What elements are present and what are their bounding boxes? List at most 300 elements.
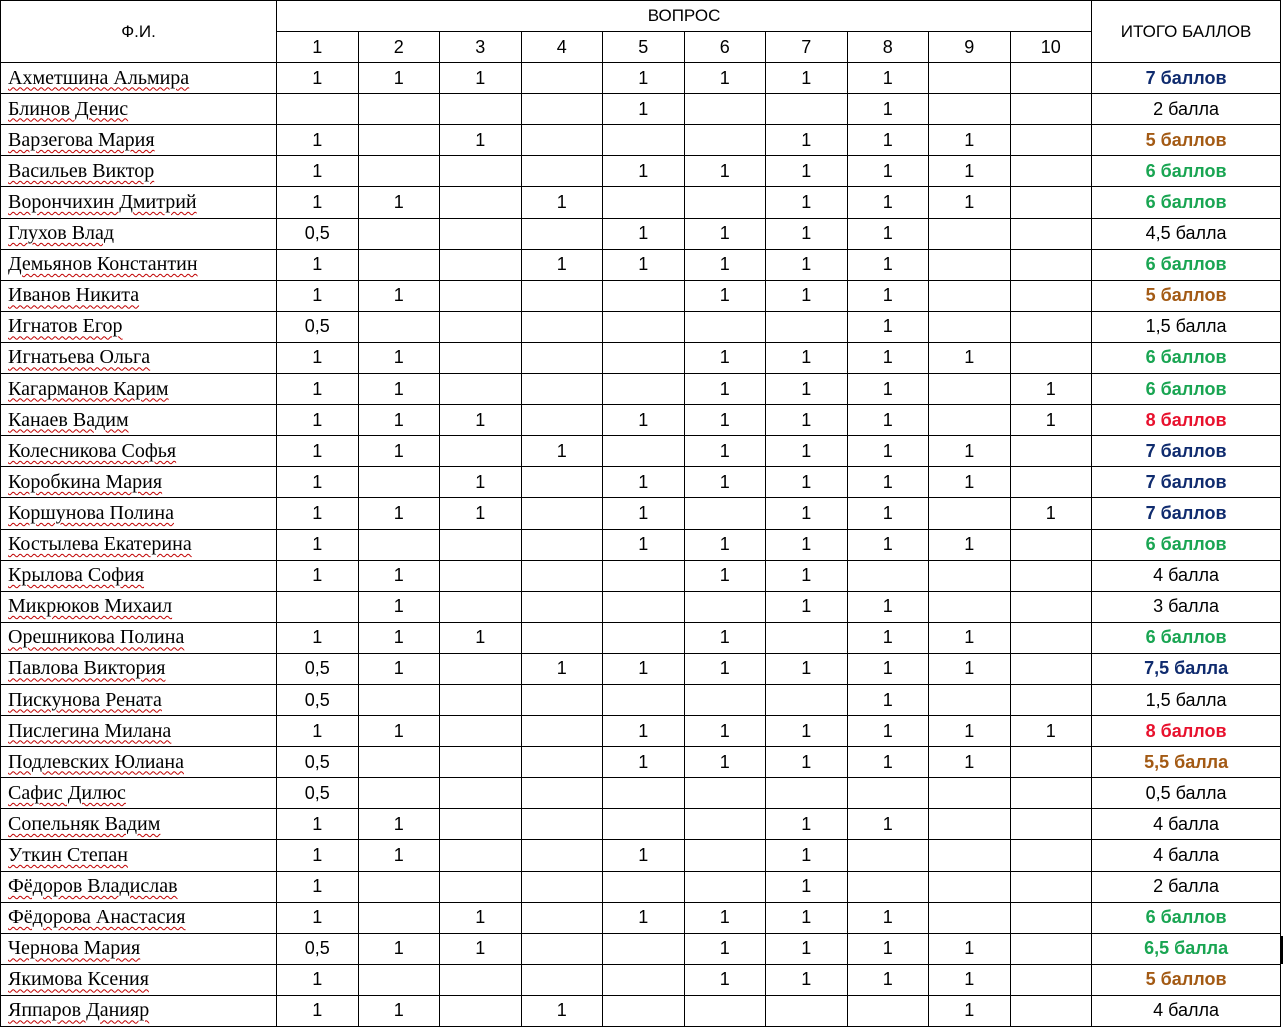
score-cell — [1010, 778, 1092, 809]
student-name: Демьянов Константин — [8, 253, 198, 276]
score-cell — [603, 591, 685, 622]
score-cell — [521, 342, 603, 373]
score-cell: 1 — [603, 405, 685, 436]
total-score-cell: 1,5 балла — [1092, 311, 1281, 342]
score-cell — [521, 809, 603, 840]
score-cell: 1 — [521, 436, 603, 467]
score-cell — [929, 218, 1011, 249]
score-cell — [440, 840, 522, 871]
student-row — [1, 622, 1281, 653]
score-cell — [603, 342, 685, 373]
total-score-cell: 3 балла — [1092, 591, 1281, 622]
student-name: Костылева Екатерина — [8, 533, 192, 556]
student-name-cell — [1, 156, 277, 187]
score-cell: 1 — [358, 436, 440, 467]
score-cell — [440, 591, 522, 622]
score-cell: 1 — [766, 436, 848, 467]
score-cell: 1 — [847, 249, 929, 280]
score-cell — [1010, 560, 1092, 591]
score-cell: 1 — [277, 156, 359, 187]
student-name: Пискунова Рената — [8, 688, 162, 711]
student-name: Варзегова Мария — [8, 128, 155, 151]
score-cell — [440, 436, 522, 467]
student-name: Колесникова Софья — [8, 439, 177, 462]
score-cell: 1 — [929, 995, 1011, 1026]
score-cell — [1010, 467, 1092, 498]
score-cell: 1 — [603, 249, 685, 280]
total-score-cell: 4 балла — [1092, 995, 1281, 1026]
score-cell — [603, 622, 685, 653]
score-cell: 1 — [766, 156, 848, 187]
score-cell: 1 — [603, 840, 685, 871]
score-cell: 1 — [766, 747, 848, 778]
student-name-cell — [1, 995, 277, 1026]
score-cell: 1 — [684, 964, 766, 995]
score-cell: 1 — [847, 280, 929, 311]
score-cell — [358, 778, 440, 809]
score-cell — [440, 964, 522, 995]
score-cell — [929, 560, 1011, 591]
score-cell: 1 — [603, 94, 685, 125]
score-cell: 1 — [277, 840, 359, 871]
score-cell: 1 — [358, 591, 440, 622]
student-row — [1, 405, 1281, 436]
student-name-cell — [1, 94, 277, 125]
student-name-cell — [1, 529, 277, 560]
score-cell — [1010, 591, 1092, 622]
score-cell: 1 — [277, 436, 359, 467]
score-cell: 0,5 — [277, 747, 359, 778]
score-cell: 1 — [277, 871, 359, 902]
score-cell — [603, 964, 685, 995]
score-cell: 1 — [847, 63, 929, 94]
student-name: Павлова Виктория — [8, 657, 166, 680]
score-cell — [847, 995, 929, 1026]
student-row — [1, 840, 1281, 871]
score-cell: 1 — [684, 342, 766, 373]
student-name-cell — [1, 374, 277, 405]
score-cell — [440, 747, 522, 778]
score-cell: 1 — [684, 529, 766, 560]
score-cell: 0,5 — [277, 684, 359, 715]
score-cell: 1 — [847, 342, 929, 373]
score-cell: 1 — [847, 156, 929, 187]
score-cell: 1 — [929, 187, 1011, 218]
score-cell — [684, 809, 766, 840]
score-cell: 1 — [277, 405, 359, 436]
student-name-cell — [1, 747, 277, 778]
score-cell: 1 — [277, 249, 359, 280]
total-score-cell: 6 баллов — [1092, 156, 1281, 187]
score-cell — [603, 871, 685, 902]
score-cell — [766, 684, 848, 715]
student-name: Канаев Вадим — [8, 408, 129, 431]
score-cell: 1 — [929, 653, 1011, 684]
score-cell: 1 — [603, 529, 685, 560]
score-cell — [358, 249, 440, 280]
score-cell — [521, 684, 603, 715]
score-cell: 0,5 — [277, 311, 359, 342]
score-cell — [1010, 995, 1092, 1026]
total-score-cell: 6 баллов — [1092, 374, 1281, 405]
score-cell: 1 — [847, 809, 929, 840]
score-cell — [358, 684, 440, 715]
score-cell: 1 — [358, 498, 440, 529]
score-cell — [358, 964, 440, 995]
score-cell: 1 — [847, 405, 929, 436]
student-name: Блинов Денис — [8, 97, 129, 120]
score-cell: 1 — [766, 467, 848, 498]
score-cell — [1010, 622, 1092, 653]
score-cell: 1 — [847, 467, 929, 498]
score-cell — [1010, 747, 1092, 778]
score-cell: 1 — [277, 560, 359, 591]
score-cell: 1 — [766, 560, 848, 591]
score-cell — [358, 311, 440, 342]
score-cell — [684, 684, 766, 715]
score-cell — [1010, 280, 1092, 311]
score-cell — [440, 716, 522, 747]
total-score-cell: 6 баллов — [1092, 902, 1281, 933]
student-name-cell — [1, 964, 277, 995]
score-cell — [847, 871, 929, 902]
score-cell — [603, 436, 685, 467]
score-cell — [929, 498, 1011, 529]
score-cell — [521, 374, 603, 405]
total-score-cell: 7 баллов — [1092, 63, 1281, 94]
score-cell — [521, 716, 603, 747]
score-cell — [684, 187, 766, 218]
score-cell — [603, 311, 685, 342]
score-cell: 1 — [521, 653, 603, 684]
score-cell — [1010, 156, 1092, 187]
score-cell: 1 — [929, 436, 1011, 467]
score-cell: 1 — [684, 902, 766, 933]
score-cell: 1 — [847, 933, 929, 964]
score-cell — [929, 94, 1011, 125]
score-cell — [521, 591, 603, 622]
total-score-cell: 7 баллов — [1092, 436, 1281, 467]
score-cell — [440, 871, 522, 902]
student-name-cell — [1, 902, 277, 933]
score-cell: 1 — [684, 156, 766, 187]
score-cell — [358, 747, 440, 778]
score-cell — [929, 809, 1011, 840]
score-cell: 1 — [277, 280, 359, 311]
total-score-cell: 5,5 балла — [1092, 747, 1281, 778]
score-cell: 1 — [766, 902, 848, 933]
score-cell: 1 — [358, 933, 440, 964]
score-cell: 1 — [684, 218, 766, 249]
score-cell: 1 — [847, 747, 929, 778]
score-cell: 1 — [766, 218, 848, 249]
score-cell — [358, 902, 440, 933]
student-name: Подлевских Юлиана — [8, 750, 184, 773]
student-name-cell — [1, 187, 277, 218]
score-cell — [521, 964, 603, 995]
student-name: Чернова Мария — [8, 937, 141, 960]
score-cell — [521, 156, 603, 187]
score-cell — [766, 778, 848, 809]
score-cell — [1010, 63, 1092, 94]
student-row — [1, 125, 1281, 156]
score-cell: 1 — [358, 716, 440, 747]
score-cell — [684, 94, 766, 125]
score-cell: 1 — [766, 809, 848, 840]
score-cell: 1 — [603, 902, 685, 933]
score-cell — [521, 280, 603, 311]
score-cell: 1 — [847, 684, 929, 715]
score-cell: 1 — [277, 716, 359, 747]
score-cell — [521, 218, 603, 249]
student-name-cell — [1, 280, 277, 311]
question-number-header: 4 — [521, 32, 603, 63]
score-cell — [1010, 94, 1092, 125]
score-cell: 1 — [929, 933, 1011, 964]
question-number-header: 9 — [929, 32, 1011, 63]
student-name-cell — [1, 249, 277, 280]
score-cell: 1 — [684, 405, 766, 436]
score-cell — [521, 933, 603, 964]
score-cell — [847, 840, 929, 871]
student-name-cell — [1, 871, 277, 902]
score-cell — [358, 529, 440, 560]
student-row — [1, 342, 1281, 373]
score-cell: 1 — [440, 63, 522, 94]
student-name-cell — [1, 218, 277, 249]
score-cell — [929, 684, 1011, 715]
score-cell — [603, 187, 685, 218]
student-name-cell — [1, 436, 277, 467]
score-cell — [440, 995, 522, 1026]
score-cell — [521, 405, 603, 436]
score-cell: 1 — [358, 653, 440, 684]
score-cell — [440, 560, 522, 591]
score-cell — [929, 280, 1011, 311]
total-score-cell: 6,5 балла — [1092, 933, 1281, 964]
total-score-cell: 0,5 балла — [1092, 778, 1281, 809]
total-score-cell: 6 баллов — [1092, 342, 1281, 373]
total-score-cell: 6 баллов — [1092, 622, 1281, 653]
total-score-cell: 5 баллов — [1092, 280, 1281, 311]
score-cell: 1 — [684, 560, 766, 591]
score-cell — [766, 995, 848, 1026]
score-cell — [440, 311, 522, 342]
score-cell — [440, 342, 522, 373]
student-name-cell — [1, 342, 277, 373]
student-name: Васильев Виктор — [8, 159, 155, 182]
student-name-cell — [1, 778, 277, 809]
score-cell: 1 — [766, 249, 848, 280]
name-column-header: Ф.И. — [1, 1, 277, 63]
score-cell: 1 — [684, 436, 766, 467]
question-number-header: 6 — [684, 32, 766, 63]
score-cell — [440, 653, 522, 684]
score-cell — [929, 311, 1011, 342]
score-cell — [684, 125, 766, 156]
student-name: Фёдорова Анастасия — [8, 906, 186, 929]
score-cell — [521, 622, 603, 653]
score-cell: 1 — [277, 125, 359, 156]
score-cell — [1010, 684, 1092, 715]
score-cell: 1 — [847, 498, 929, 529]
score-cell: 1 — [929, 716, 1011, 747]
score-cell: 1 — [521, 995, 603, 1026]
student-row — [1, 809, 1281, 840]
score-cell: 1 — [603, 653, 685, 684]
total-score-cell: 2 балла — [1092, 94, 1281, 125]
score-cell — [684, 840, 766, 871]
total-score-cell: 8 баллов — [1092, 716, 1281, 747]
score-cell: 1 — [440, 902, 522, 933]
score-cell — [521, 467, 603, 498]
student-row — [1, 871, 1281, 902]
score-cell: 1 — [440, 622, 522, 653]
student-name-cell — [1, 716, 277, 747]
score-cell — [358, 156, 440, 187]
score-cell — [521, 902, 603, 933]
score-cell — [440, 218, 522, 249]
score-cell — [847, 560, 929, 591]
score-cell: 1 — [277, 498, 359, 529]
score-cell: 1 — [684, 63, 766, 94]
text-cursor — [1281, 936, 1283, 964]
total-score-cell: 5 баллов — [1092, 125, 1281, 156]
student-row — [1, 218, 1281, 249]
score-cell — [440, 684, 522, 715]
student-row — [1, 94, 1281, 125]
total-score-cell: 6 баллов — [1092, 529, 1281, 560]
student-name-cell — [1, 560, 277, 591]
score-cell: 1 — [766, 964, 848, 995]
student-name: Глухов Влад — [8, 222, 115, 245]
score-cell — [603, 374, 685, 405]
score-cell — [440, 94, 522, 125]
student-row — [1, 436, 1281, 467]
question-number-header: 1 — [277, 32, 359, 63]
score-cell — [277, 591, 359, 622]
score-cell — [603, 778, 685, 809]
score-cell: 1 — [847, 716, 929, 747]
score-cell — [358, 94, 440, 125]
question-number-header: 3 — [440, 32, 522, 63]
score-cell — [521, 871, 603, 902]
total-score-cell: 6 баллов — [1092, 249, 1281, 280]
student-name: Сафис Дилюс — [8, 781, 126, 804]
score-cell — [766, 622, 848, 653]
score-cell — [1010, 964, 1092, 995]
student-name-cell — [1, 591, 277, 622]
score-cell — [603, 809, 685, 840]
score-cell — [1010, 187, 1092, 218]
score-cell: 1 — [766, 529, 848, 560]
score-cell: 1 — [603, 218, 685, 249]
score-cell: 1 — [684, 249, 766, 280]
total-score-cell: 7 баллов — [1092, 498, 1281, 529]
score-cell: 1 — [847, 436, 929, 467]
student-row — [1, 778, 1281, 809]
score-cell: 1 — [603, 467, 685, 498]
score-cell: 1 — [358, 187, 440, 218]
score-cell: 1 — [766, 591, 848, 622]
student-name: Фёдоров Владислав — [8, 875, 178, 898]
score-cell — [929, 405, 1011, 436]
score-cell — [929, 63, 1011, 94]
total-score-cell: 2 балла — [1092, 871, 1281, 902]
question-number-header: 10 — [1010, 32, 1092, 63]
student-name: Игнатов Егор — [8, 315, 123, 338]
student-name-cell — [1, 653, 277, 684]
score-cell — [521, 498, 603, 529]
student-row — [1, 684, 1281, 715]
student-name-cell — [1, 405, 277, 436]
score-cell: 0,5 — [277, 653, 359, 684]
student-name: Якимова Ксения — [8, 968, 149, 991]
score-cell — [847, 778, 929, 809]
score-cell — [766, 311, 848, 342]
score-cell — [358, 218, 440, 249]
score-cell: 1 — [766, 871, 848, 902]
score-cell — [1010, 653, 1092, 684]
score-cell: 1 — [766, 405, 848, 436]
score-cell — [929, 871, 1011, 902]
score-cell — [521, 840, 603, 871]
student-name: Кагарманов Карим — [8, 377, 169, 400]
score-cell — [440, 187, 522, 218]
score-cell: 1 — [1010, 405, 1092, 436]
score-cell: 1 — [277, 63, 359, 94]
student-name: Яппаров Данияр — [8, 999, 150, 1022]
total-score-cell: 8 баллов — [1092, 405, 1281, 436]
student-name-cell — [1, 63, 277, 94]
score-cell: 1 — [684, 716, 766, 747]
score-cell: 1 — [358, 560, 440, 591]
score-cell: 1 — [929, 125, 1011, 156]
score-cell: 1 — [603, 716, 685, 747]
score-cell: 1 — [603, 156, 685, 187]
student-row — [1, 187, 1281, 218]
score-cell: 1 — [358, 622, 440, 653]
score-cell: 0,5 — [277, 933, 359, 964]
student-name: Сопельняк Вадим — [8, 812, 161, 835]
score-cell — [521, 747, 603, 778]
score-cell: 1 — [929, 529, 1011, 560]
student-row — [1, 964, 1281, 995]
score-cell: 0,5 — [277, 218, 359, 249]
score-cell — [929, 778, 1011, 809]
score-cell — [1010, 436, 1092, 467]
score-cell — [1010, 840, 1092, 871]
score-cell: 1 — [684, 374, 766, 405]
score-cell: 1 — [766, 840, 848, 871]
student-name-cell — [1, 125, 277, 156]
score-cell: 1 — [277, 964, 359, 995]
score-cell: 1 — [440, 933, 522, 964]
question-column-header: ВОПРОС — [277, 1, 1092, 32]
score-cell: 1 — [358, 995, 440, 1026]
score-cell — [1010, 218, 1092, 249]
score-cell: 1 — [766, 125, 848, 156]
score-cell: 1 — [277, 187, 359, 218]
score-cell: 1 — [358, 374, 440, 405]
score-cell: 1 — [1010, 498, 1092, 529]
score-cell — [1010, 125, 1092, 156]
score-cell — [603, 560, 685, 591]
student-row — [1, 280, 1281, 311]
score-cell — [1010, 809, 1092, 840]
score-cell: 1 — [847, 125, 929, 156]
score-cell: 1 — [847, 529, 929, 560]
